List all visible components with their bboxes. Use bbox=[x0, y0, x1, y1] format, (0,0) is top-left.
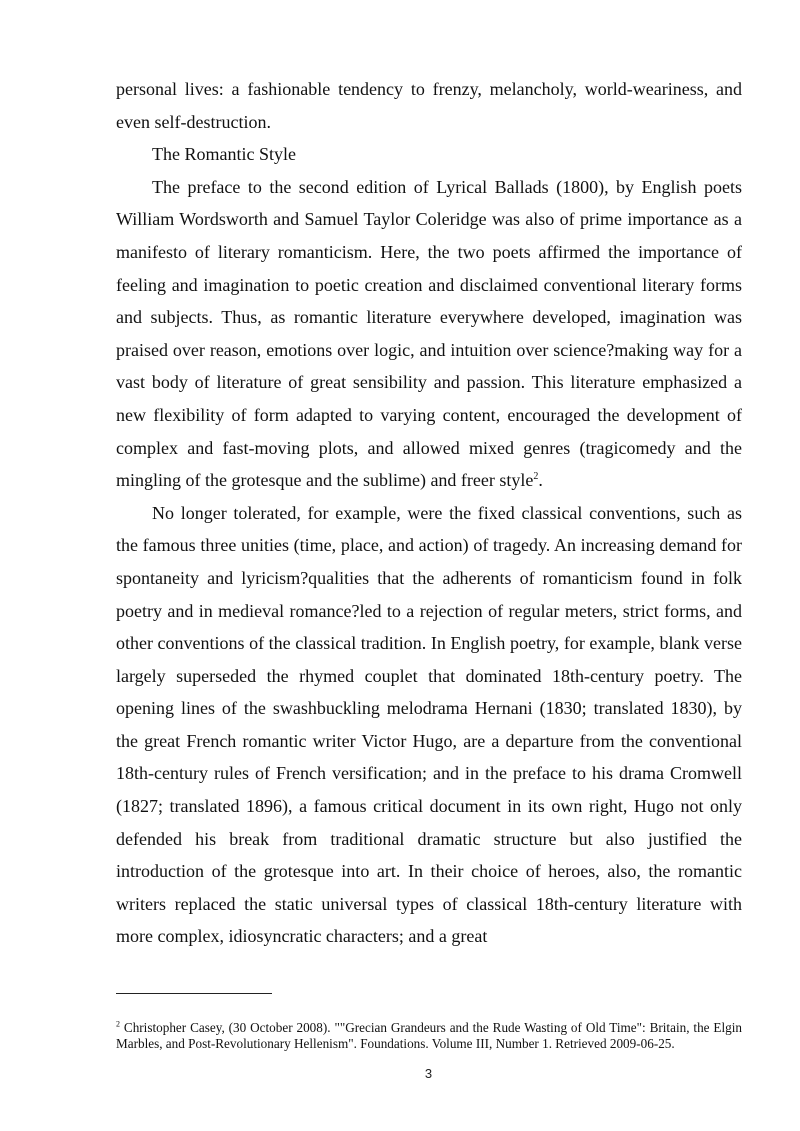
section-heading: The Romantic Style bbox=[152, 144, 296, 165]
paragraph-1-end: . bbox=[538, 470, 543, 491]
continuation-paragraph: personal lives: a fashionable tendency to frenzy, melancholy, world-weariness, and even self-destruction. bbox=[116, 79, 742, 132]
body-text bbox=[116, 73, 742, 953]
paragraph-2: No longer tolerated, for example, were the fixed classical conventions, such as the famous three unities (time, place, and action) of tragedy. An increasing demand for spontaneity and lyricism?qualities that the adherents of romanticism found in folk poetry and in medieval romance?led to a rejection of regular meters, strict forms, and other conventions of the classical tradition. In English poetry, for example, blank verse largely superseded the rhymed couplet that dominated 18th-century poetry. The opening lines of the swashbuckling melodrama Hernani (1830; translated 1830), by the great French romantic writer Victor Hugo, are a departure from the conventional 18th-century rules of French versification; and in the preface to his drama Cromwell (1827; translated 1896), a famous critical document in its own right, Hugo not only defended his break from traditional dramatic structure but also justified the introduction of the grotesque into art. In their choice of heroes, also, the romantic writers replaced the static universal types of classical 18th-century literature with more complex, idiosyncratic characters; and a great bbox=[116, 502, 742, 947]
page-number: 3 bbox=[424, 1066, 433, 1081]
footnote-separator bbox=[116, 993, 272, 994]
footnote-reference[interactable]: 2 bbox=[533, 471, 539, 483]
footnote-text: Christopher Casey, (30 October 2008). ""Grecian Grandeurs and the Rude Wasting of Old Time": Britain, the Elgin Marbles, and Post-Revolutionary Hellenism". Foundations. Volume III, Number 1. Retrieved 2009-06-25. bbox=[116, 1020, 742, 1051]
paragraph-1 bbox=[116, 171, 742, 497]
footnote-marker: 2 bbox=[116, 1019, 120, 1029]
paragraph-1-text: The preface to the second edition of Lyrical Ballads (1800), by English poets William Wordsworth and Samuel Taylor Coleridge was also of prime importance as a manifesto of literary romanticism. Here, the two poets affirmed the importance of feeling and imagination to poetic creation and disclaimed conventional literary forms and subjects. Thus, as romantic literature everywhere developed, imagination was praised over reason, emotions over logic, and intuition over science?making way for a vast body of literature of great sensibility and passion. This literature emphasized a new flexibility of form adapted to varying content, encouraged the development of complex and fast-moving plots, and allowed mixed genres (tragicomedy and the mingling of the grotesque and the sublime) and freer style bbox=[116, 176, 742, 491]
footnote bbox=[116, 1020, 742, 1051]
